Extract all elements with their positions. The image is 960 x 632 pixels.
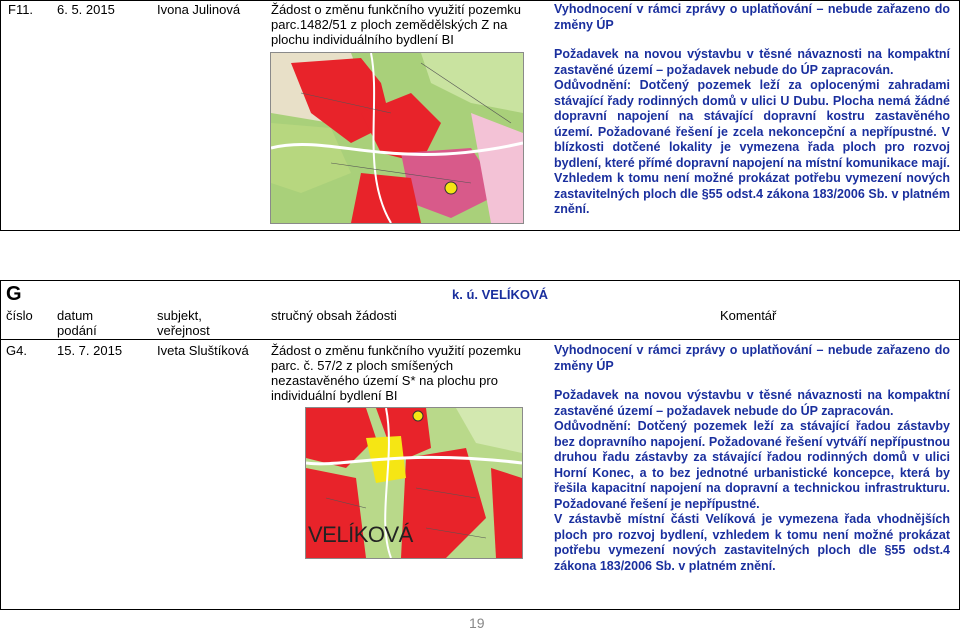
cadastral-map-bottom: [305, 407, 523, 559]
comment-paragraph: V zástavbě místní části Velíková je vymezena řada vhodnějších ploch pro rozvoj bydlení, vzhledem k tomu není možné prokázat potřebu vymezení nových zastavitelných ploch dle §55 odst.4 zákona 183/2006 Sb. v platném znění.: [554, 512, 950, 573]
request-line: Žádost o změnu funkčního využití pozemku: [271, 2, 522, 17]
comment-block-bottom: [554, 343, 950, 574]
header-comment: Komentář: [720, 308, 777, 323]
cadastral-map-top: [270, 52, 524, 224]
header-number: číslo: [6, 308, 33, 323]
section-line: [0, 609, 960, 610]
request-line: individuální bydlení BI: [271, 388, 398, 403]
comment-paragraph: Odůvodnění: Dotčený pozemek leží za oplocenými zahradami stávající řady rodinných domů v ulici U Dubu. Plocha nemá žádné dopravní napojení na stávající dopravní kostru zastavěného území. Požadované řešení je zcela nekoncepční a nepřípustné. V blízkosti dotčené lokality je vymezena řada ploch pro rozvoj bydlení, které přímé dopravní napojení na místní komunikace mají. Vzhledem k tomu není možné prokázat potřebu vymezení nových zastavitelných ploch dle §55 odst.4 zákona 183/2006 Sb. v platném znění.: [554, 78, 950, 216]
request-line: parc.1482/51 z ploch zemědělských Z na: [271, 17, 508, 32]
top-table-line: [0, 0, 960, 1]
request-line: parc. č. 57/2 z ploch smíšených: [271, 358, 454, 373]
request-line: nezastavěného území S* na plochu pro: [271, 373, 498, 388]
row-subject: Iveta Sluštíková: [157, 343, 249, 358]
comment-block-top: [554, 2, 950, 218]
row-date: 6. 5. 2015: [57, 2, 115, 17]
section-line: [0, 280, 1, 610]
top-table-line: [0, 0, 1, 231]
row-number: F11.: [8, 2, 34, 17]
header-request: stručný obsah žádosti: [271, 308, 397, 323]
map-label: VELÍKOVÁ: [308, 522, 413, 547]
row-number: G4.: [6, 343, 27, 358]
header-divider: [0, 339, 960, 340]
section-title: k. ú. VELÍKOVÁ: [452, 287, 549, 302]
section-letter: G: [6, 283, 22, 305]
comment-paragraph: Požadavek na novou výstavbu v těsné návaznosti na kompaktní zastavěné území – požadavek nebude do ÚP zapracován.: [554, 388, 950, 418]
header-date: datum: [57, 308, 94, 323]
request-line: plochu individuálního bydlení BI: [271, 32, 454, 47]
row-subject: Ivona Julinová: [157, 2, 241, 17]
header-date: podání: [57, 323, 97, 338]
comment-paragraph: Požadavek na novou výstavbu v těsné návaznosti na kompaktní zastavěné území – požadavek nebude do ÚP zapracován.: [554, 47, 950, 77]
row-date: 15. 7. 2015: [57, 343, 123, 358]
evaluation-heading: Vyhodnocení v rámci zprávy o uplatňování – nebude zařazeno do změny ÚP: [554, 2, 950, 32]
section-line: [0, 280, 960, 281]
map-drawing: [271, 53, 523, 223]
comment-paragraph: Odůvodnění: Dotčený pozemek leží za stávající řadou zástavby bez dopravního napojení. Požadované řešení vytváří nepřípustnou druhou řadu zástavby za stávající řadou rodinných domů v ulici Horní Konec, a to bez jednotné urbanistické koncepce, která by řešila kapacitní napojení na dopravní a technickou infrastrukturu. Požadované řešení je nepřípustné.: [554, 419, 950, 511]
request-line: Žádost o změnu funkčního využití pozemku: [271, 343, 522, 358]
page-number: 19: [469, 615, 485, 631]
header-subject: veřejnost: [157, 323, 210, 338]
top-table-line: [0, 230, 960, 231]
header-subject: subjekt,: [157, 308, 202, 323]
evaluation-heading: Vyhodnocení v rámci zprávy o uplatňování – nebude zařazeno do změny ÚP: [554, 343, 950, 373]
